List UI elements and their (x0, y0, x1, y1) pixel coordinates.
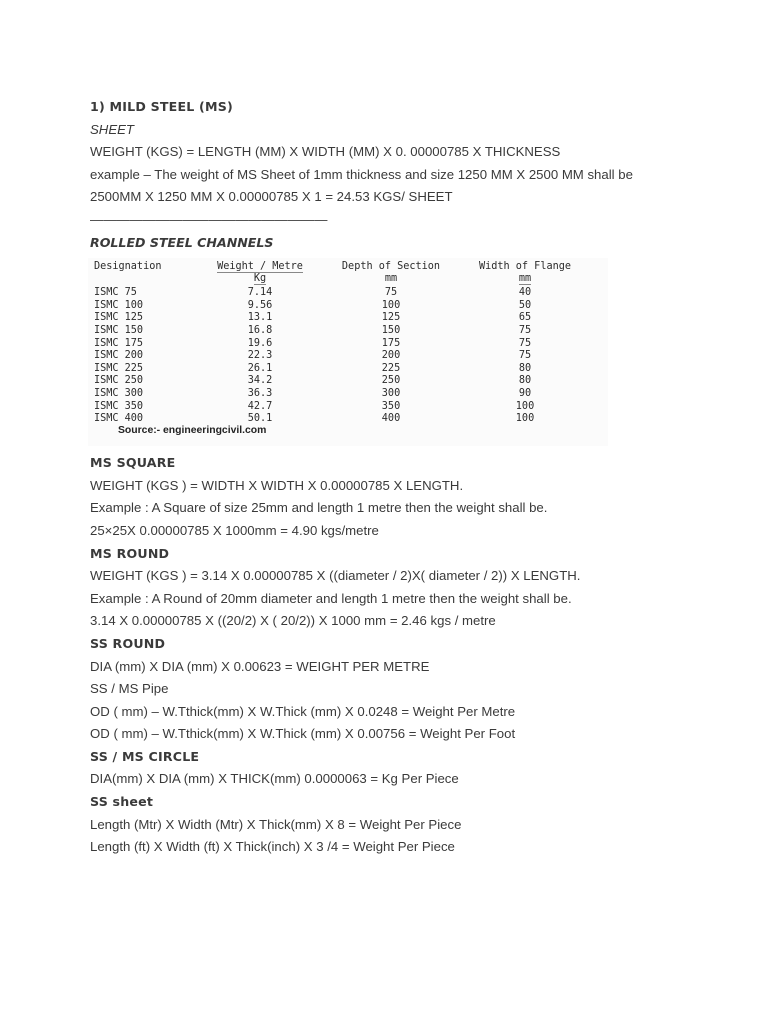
sheet-formula: WEIGHT (KGS) = LENGTH (MM) X WIDTH (MM) X 0. 00000785 X THICKNESS (90, 144, 561, 160)
cell-designation: ISMC 300 (94, 387, 144, 399)
cell-flange: 100 (515, 413, 535, 425)
ms-round-calc: 3.14 X 0.00000785 X ((20/2) X ( 20/2)) X 1000 mm = 2.46 kgs / metre (90, 613, 496, 629)
ms-round-example: Example : A Round of 20mm diameter and length 1 metre then the weight shall be. (90, 590, 572, 606)
cell-depth: 400 (381, 413, 401, 425)
cell-designation: ISMC 200 (94, 350, 144, 362)
cell-flange: 65 (518, 312, 532, 324)
table-row (88, 362, 608, 375)
unit-flange: mm (518, 273, 532, 285)
table-row (88, 299, 608, 312)
cell-flange: 90 (518, 387, 532, 399)
cell-depth: 125 (381, 312, 401, 324)
cell-flange: 80 (518, 375, 532, 387)
sheet-example-line-1: example – The weight of MS Sheet of 1mm thickness and size 1250 MM X 2500 MM shall be (90, 166, 633, 182)
cell-depth: 100 (381, 299, 401, 311)
cell-designation: ISMC 150 (94, 324, 144, 336)
sheet-label: SHEET (90, 121, 134, 137)
ss-sheet-formula-imperial: Length (ft) X Width (ft) X Thick(inch) X 3 /4 = Weight Per Piece (90, 839, 455, 855)
section-heading-mild-steel: 1) MILD STEEL (MS) (90, 99, 233, 114)
header-designation: Designation (94, 261, 162, 273)
cell-weight: 7.14 (247, 287, 273, 299)
cell-depth: 350 (381, 400, 401, 412)
circle-heading: SS / MS CIRCLE (90, 748, 200, 764)
pipe-label: SS / MS Pipe (90, 681, 169, 697)
cell-flange: 50 (518, 299, 532, 311)
cell-flange: 40 (518, 287, 532, 299)
table-row (88, 324, 608, 337)
ms-round-heading: MS ROUND (90, 545, 170, 561)
cell-weight: 34.2 (247, 375, 273, 387)
circle-formula: DIA(mm) X DIA (mm) X THICK(mm) 0.0000063 = Kg Per Piece (90, 771, 459, 787)
table-row (88, 337, 608, 350)
cell-flange: 100 (515, 400, 535, 412)
channels-table-image (88, 258, 608, 446)
cell-designation: ISMC 125 (94, 312, 144, 324)
ss-round-formula: DIA (mm) X DIA (mm) X 0.00623 = WEIGHT PER METRE (90, 658, 430, 674)
cell-designation: ISMC 350 (94, 400, 144, 412)
ss-round-heading: SS ROUND (90, 635, 166, 651)
sheet-example-line-2: 2500MM X 1250 MM X 0.00000785 X 1 = 24.53 KGS/ SHEET (90, 189, 453, 205)
ms-square-example: Example : A Square of size 25mm and length 1 metre then the weight shall be. (90, 500, 548, 516)
cell-depth: 175 (381, 337, 401, 349)
header-weight: Weight / Metre (217, 261, 303, 273)
cell-flange: 75 (518, 337, 532, 349)
cell-depth: 300 (381, 387, 401, 399)
cell-flange: 75 (518, 350, 532, 362)
pipe-formula-foot: OD ( mm) – W.Tthick(mm) X W.Thick (mm) X 0.00756 = Weight Per Foot (90, 726, 516, 742)
cell-depth: 200 (381, 350, 401, 362)
cell-weight: 36.3 (247, 387, 273, 399)
cell-designation: ISMC 400 (94, 413, 144, 425)
ms-square-calc: 25×25X 0.00000785 X 1000mm = 4.90 kgs/metre (90, 522, 379, 538)
ms-square-formula: WEIGHT (KGS ) = WIDTH X WIDTH X 0.00000785 X LENGTH. (90, 477, 464, 493)
document-body (90, 96, 750, 859)
cell-weight: 26.1 (247, 362, 273, 374)
ms-round-formula: WEIGHT (KGS ) = 3.14 X 0.00000785 X ((diameter / 2)X( diameter / 2)) X LENGTH. (90, 568, 581, 584)
cell-depth: 150 (381, 324, 401, 336)
cell-weight: 13.1 (247, 312, 273, 324)
cell-weight: 19.6 (247, 337, 273, 349)
divider-line: —————————————————— (90, 211, 328, 227)
table-row (88, 387, 608, 400)
cell-designation: ISMC 250 (94, 375, 144, 387)
cell-weight: 42.7 (247, 400, 273, 412)
table-row (88, 311, 608, 324)
channels-heading: ROLLED STEEL CHANNELS (90, 234, 274, 250)
ms-square-heading: MS SQUARE (90, 455, 176, 471)
cell-designation: ISMC 175 (94, 337, 144, 349)
cell-flange: 80 (518, 362, 532, 374)
table-source: Source:- engineeringcivil.com (118, 425, 267, 437)
pipe-formula-metre: OD ( mm) – W.Tthick(mm) X W.Thick (mm) X 0.0248 = Weight Per Metre (90, 703, 516, 719)
cell-depth: 250 (381, 375, 401, 387)
table-row (88, 400, 608, 413)
header-flange: Width of Flange (478, 261, 571, 273)
ss-sheet-formula-metric: Length (Mtr) X Width (Mtr) X Thick(mm) X 8 = Weight Per Piece (90, 816, 462, 832)
table-row (88, 349, 608, 362)
table-unit-row (88, 272, 608, 285)
unit-depth: mm (384, 273, 398, 285)
table-row (88, 412, 608, 425)
cell-designation: ISMC 100 (94, 299, 144, 311)
table-row (88, 286, 608, 299)
cell-weight: 16.8 (247, 324, 273, 336)
cell-weight: 22.3 (247, 350, 273, 362)
cell-designation: ISMC 225 (94, 362, 144, 374)
cell-flange: 75 (518, 324, 532, 336)
unit-weight: Kg (253, 273, 267, 285)
cell-weight: 9.56 (247, 299, 273, 311)
cell-depth: 75 (384, 287, 398, 299)
header-depth: Depth of Section (341, 261, 441, 273)
cell-weight: 50.1 (247, 413, 273, 425)
table-row (88, 374, 608, 387)
ss-sheet-heading: SS sheet (90, 794, 154, 810)
cell-depth: 225 (381, 362, 401, 374)
cell-designation: ISMC 75 (94, 287, 137, 299)
